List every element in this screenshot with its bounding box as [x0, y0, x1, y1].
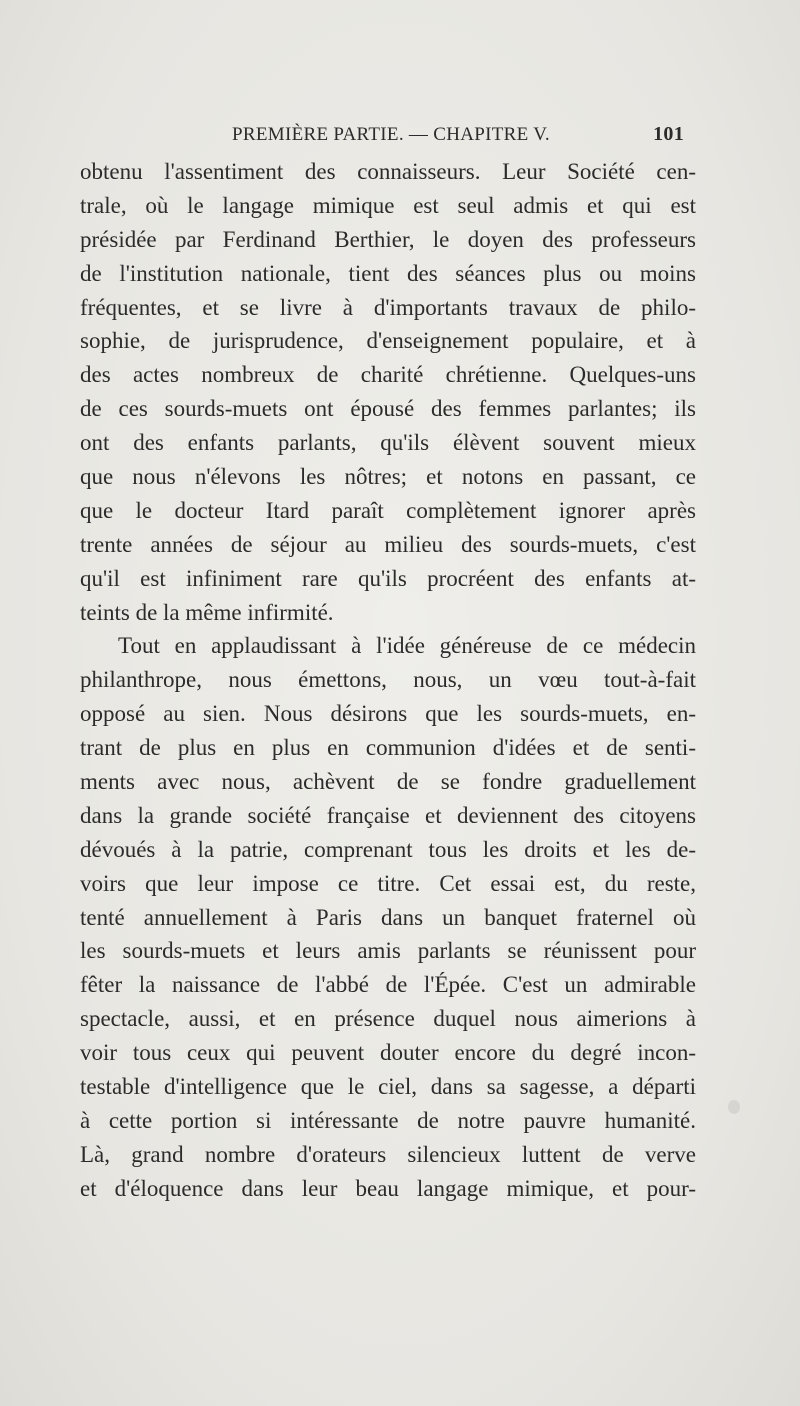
text-line: ments avec nous, achèvent de se fondre graduellement: [80, 769, 696, 795]
text-line: les sourds-muets et leurs amis parlants se réunissent pour: [80, 938, 696, 964]
text-line: des actes nombreux de charité chrétienne. Quelques-uns: [80, 362, 696, 388]
paragraph-2: [80, 629, 696, 1205]
text-line: obtenu l'assentiment des connaisseurs. Leur Société cen-: [80, 159, 696, 184]
page-number: 101: [653, 123, 684, 145]
text-line: de l'institution nationale, tient des séances plus ou moins: [80, 260, 696, 286]
text-line: voir tous ceux qui peuvent douter encore du degré incon-: [80, 1040, 696, 1066]
text-line: de ces sourds-muets ont épousé des femmes parlantes; ils: [80, 396, 696, 422]
running-header: [80, 120, 684, 154]
text-line: qu'il est infiniment rare qu'ils procréent des enfants at-: [80, 565, 696, 591]
text-line: trant de plus en plus en communion d'idées et de senti-: [80, 735, 696, 761]
text-line: à cette portion si intéressante de notre pauvre humanité.: [80, 1107, 696, 1133]
text-line: ont des enfants parlants, qu'ils élèvent souvent mieux: [80, 430, 696, 456]
text-line: fréquentes, et se livre à d'importants travaux de philo-: [80, 294, 696, 320]
text-line: Là, grand nombre d'orateurs silencieux luttent de verve: [80, 1141, 696, 1167]
text-line: dévoués à la patrie, comprenant tous les droits et les de-: [80, 836, 696, 862]
text-line: spectacle, aussi, et en présence duquel nous aimerions à: [80, 1006, 696, 1032]
text-body: [80, 155, 696, 1206]
text-line: fêter la naissance de l'abbé de l'Épée. C'est un admirable: [80, 972, 696, 998]
text-line: teints de la même infirmité.: [80, 599, 334, 625]
text-line: que nous n'élevons les nôtres; et notons en passant, ce: [80, 464, 696, 490]
text-line: testable d'intelligence que le ciel, dans sa sagesse, a départi: [80, 1074, 696, 1100]
text-line: que le docteur Itard paraît complètement ignorer après: [80, 497, 696, 523]
text-line: opposé au sien. Nous désirons que les sourds-muets, en-: [80, 701, 696, 727]
text-line: trente années de séjour au milieu des sourds-muets, c'est: [80, 531, 696, 557]
text-line: tenté annuellement à Paris dans un banquet fraternel où: [80, 904, 696, 930]
text-line: dans la grande société française et deviennent des citoyens: [80, 802, 696, 828]
text-line: et d'éloquence dans leur beau langage mimique, et pour-: [80, 1175, 696, 1201]
text-line: sophie, de jurisprudence, d'enseignement populaire, et à: [80, 328, 696, 354]
paragraph-1: [80, 155, 696, 629]
text-line: philanthrope, nous émettons, nous, un vœu tout-à-fait: [80, 667, 696, 693]
running-title: PREMIÈRE PARTIE. — CHAPITRE V.: [232, 124, 550, 145]
text-line: trale, où le langage mimique est seul admis et qui est: [80, 192, 696, 218]
text-line: Tout en applaudissant à l'idée généreuse de ce médecin: [118, 633, 696, 659]
paper-stain: [728, 1100, 740, 1114]
text-line: voirs que leur impose ce titre. Cet essai est, du reste,: [80, 870, 696, 896]
text-line: présidée par Ferdinand Berthier, le doyen des professeurs: [80, 226, 696, 252]
